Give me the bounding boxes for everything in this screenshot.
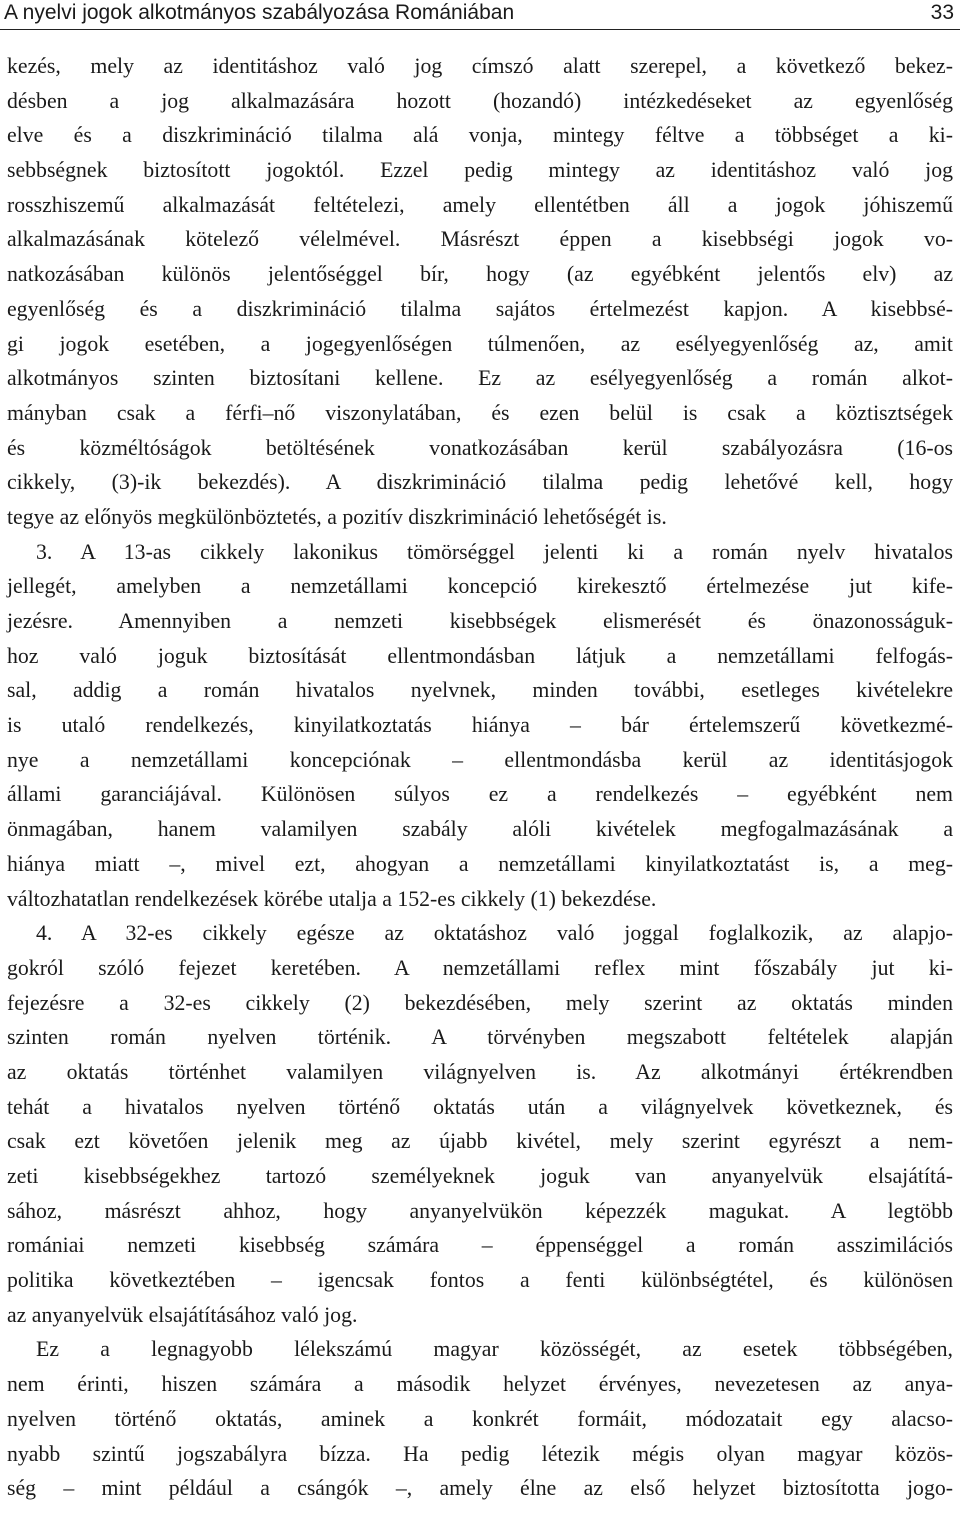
- text-line: zeti kisebbségekhez tartozó személyeknek joguk van anyanyelvük elsajátítá-: [7, 1164, 953, 1188]
- text-line: romániai nemzeti kisebbség számára – éppenséggel a román asszimilációs: [7, 1233, 953, 1258]
- text-line: nyabb szintű jogszabályra bízza. Ha pedig létezik mégis olyan magyar közös-: [7, 1441, 953, 1466]
- text-line: mányban csak a férfi–nő viszonylatában, és ezen belül is csak a köztisztségek: [7, 400, 953, 425]
- text-line: 3. A 13-as cikkely lakonikus tömörséggel jelenti ki a román nyelv hivatalos: [36, 539, 953, 564]
- text-line: sal, addig a román hivatalos nyelvnek, minden további, esetleges kivételekre: [7, 678, 953, 703]
- text-line: tehát a hivatalos nyelven történő oktatás után a világnyelvek következnek, és: [7, 1094, 953, 1119]
- text-line: natkozásában különös jelentőséggel bír, hogy (az egyébként jelentős elv) az: [7, 262, 953, 287]
- text-line: az anyanyelvük elsajátításához való jog.: [7, 1302, 358, 1327]
- text-line: elve és a diszkrimináció tilalma alá vonja, mintegy féltve a többséget a ki-: [7, 123, 953, 148]
- text-line: alkotmányos szinten biztosítani kellene. Ez az esélyegyenlőség a román alkot-: [7, 366, 953, 391]
- body-text: [7, 49, 953, 1506]
- text-line: jellegét, amelyben a nemzetállami koncepció kirekesztő értelmezése jut kife-: [7, 574, 953, 599]
- text-line: nye a nemzetállami koncepciónak – ellentmondásba kerül az identitásjogok: [7, 747, 953, 772]
- running-header: [0, 0, 960, 30]
- text-line: fejezésre a 32-es cikkely (2) bekezdésében, mely szerint az oktatás minden: [7, 990, 953, 1015]
- text-line: nem érinti, hiszen számára a második helyzet érvényes, nevezetesen az anya-: [7, 1372, 953, 1397]
- running-title: A nyelvi jogok alkotmányos szabályozása Romániában: [4, 1, 515, 24]
- text-line: cikkely, (3)-ik bekezdés). A diszkrimináció tilalma pedig lehetővé kell, hogy: [7, 470, 953, 495]
- text-line: hiánya miatt –, mivel ezt, ahogyan a nemzetállami kinyilatkoztatást is, a meg-: [7, 851, 953, 876]
- text-line: désben a jog alkalmazására hozott (hozandó) intézkedéseket az egyenlőség: [7, 88, 953, 113]
- text-line: hoz való joguk biztosítását ellentmondásban látjuk a nemzetállami felfogás-: [7, 643, 953, 668]
- text-line: 4. A 32-es cikkely egésze az oktatáshoz való joggal foglalkozik, az alapjo-: [36, 921, 953, 946]
- text-line: gokról szóló fejezet keretében. A nemzetállami reflex mint főszabály jut ki-: [7, 955, 953, 980]
- page-number: 33: [930, 1, 954, 24]
- text-line: önmagában, hanem valamilyen szabály alóli kivételek megfogalmazásának a: [7, 817, 953, 842]
- text-line: az oktatás történhet valamilyen világnyelven is. Az alkotmányi értékrendben: [7, 1059, 953, 1084]
- text-line: sához, másrészt ahhoz, hogy anyanyelvükön képezzék magukat. A legtöbb: [7, 1198, 953, 1223]
- text-line: ség – mint például a csángók –, amely élne az első helyzet biztosította jogo-: [7, 1476, 953, 1501]
- text-line: is utaló rendelkezés, kinyilatkoztatás hiánya – bár értelemszerű következmé-: [7, 713, 953, 738]
- text-line: rosszhiszemű alkalmazását feltételezi, amely ellentétben áll a jogok jóhiszemű: [7, 192, 953, 217]
- text-line: politika következtében – igencsak fontos a fenti különbségtétel, és különösen: [7, 1268, 953, 1293]
- text-line: gi jogok esetében, a jogegyenlőségen túlmenően, az esélyegyenlőség az, amit: [7, 331, 953, 356]
- text-line: egyenlőség és a diszkrimináció tilalma sajátos értelmezést kapjon. A kisebbsé-: [7, 296, 953, 321]
- text-line: alkalmazásának kötelező vélelmével. Másrészt éppen a kisebbségi jogok vo-: [7, 227, 953, 252]
- text-line: jezésre. Amennyiben a nemzeti kisebbségek elismerését és önazonosságuk-: [7, 609, 953, 633]
- text-line: kezés, mely az identitáshoz való jog címszó alatt szerepel, a következő bekez-: [7, 54, 953, 78]
- text-line: változhatatlan rendelkezések körébe utalja a 152-es cikkely (1) bekezdése.: [7, 886, 657, 911]
- text-line: csak ezt követően jelenik meg az újabb kivétel, mely szerint egyrészt a nem-: [7, 1129, 953, 1154]
- text-line: nyelven történő oktatás, aminek a konkrét formáit, módozatait egy alacso-: [7, 1406, 953, 1431]
- text-line: és közméltóságok betöltésének vonatkozásában kerül szabályozásra (16-os: [7, 435, 953, 460]
- text-line: Ez a legnagyobb lélekszámú magyar közösségét, az esetek többségében,: [36, 1337, 953, 1362]
- text-line: sebbségnek biztosított jogoktól. Ezzel pedig mintegy az identitáshoz való jog: [7, 158, 953, 183]
- text-line: tegye az előnyös megkülönböztetés, a pozitív diszkrimináció lehetőségét is.: [7, 504, 667, 529]
- text-line: szinten román nyelven történik. A törvényben megszabott feltételek alapján: [7, 1025, 953, 1050]
- text-line: állami garanciájával. Különösen súlyos ez a rendelkezés – egyébként nem: [7, 782, 953, 807]
